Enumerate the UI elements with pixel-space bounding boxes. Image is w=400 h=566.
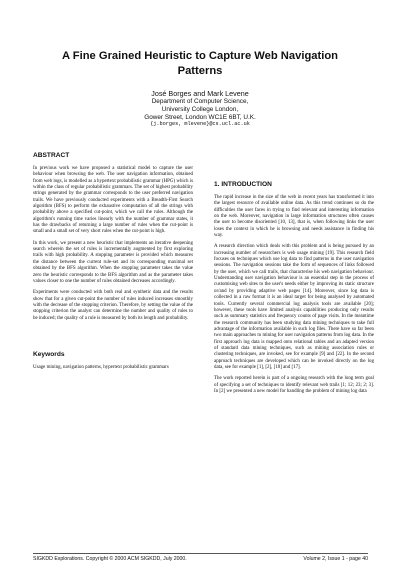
abstract-paragraph-2: In this work, we present a new heuristic that implements an iterative deepening search wherein the set of rules is incrementally augmented by first exploring trails with high probability. A stopping parameter is provided which measures the distance between the current rule-set and its corresponding maximal set obtained by the BFS algorithm. When the stopping parameter takes the value zero the heuristic corresponds to the BFS algorithm and as the parameter takes values closer to one the number of rules obtained decreases accordingly. — [33, 240, 193, 284]
abstract-heading: ABSTRACT — [33, 152, 70, 159]
abstract-paragraph-1: In previous work we have proposed a statistical model to capture the user behaviour when browsing the web. The user navigation information, obtained from web logs, is modelled as a hypertext probabilistic grammar (HPG) which is within the class of regular probabilistic grammars. The set of highest probability strings generated by the grammar corresponds to the user preferred navigation trails. We have previously conducted experiments with a Breadth-First Search algorithm (BFS) to perform the exhaustive computation of all the strings with probability above a specified cut-point, which we call the rules. Although the algorithm's running time varies linearly with the number of grammar states, it has the drawbacks of returning a large number of rules when the cut-point is small and a small set of very short rules when the cut-point is high. — [33, 166, 193, 235]
title-line-1: A Fine Grained Heuristic to Capture Web Navigation — [62, 50, 338, 62]
department: Department of Computer Science, — [151, 98, 249, 105]
intro-paragraph-1: The rapid increase in the size of the web in recent years has transformed it into the largest resource of available online data. As this trend continues so do the difficulties the user faces in trying to find relevant and interesting information on the web. Moreover, navigation in large information structures often causes the user to become disoriented [10, 13], that is, when following links the user loses the context in which he is browsing and needs assistance in finding his way. — [214, 195, 374, 239]
author-block — [60, 89, 340, 129]
author-email[interactable]: {j.borges, mlevene}@cs.ucl.ac.uk — [150, 121, 250, 128]
footer-page-info: Volume 2, Issue 1 - page 40 — [303, 556, 368, 562]
author-names: José Borges and Mark Levene — [151, 89, 249, 98]
intro-paragraph-3: The work reported herein is part of a ongoing research with the long term goal of specifying a set of techniques to identify relevant web trails [1; 12; 23; 2; 3]. In [2] we presented a new model for handling the problem of mining log data — [214, 376, 374, 394]
right-column — [214, 152, 374, 400]
address: Gower Street, London WC1E 6BT, U.K. — [144, 113, 256, 121]
paper-title — [30, 49, 370, 78]
intro-paragraph-2: A research direction which deals with this problem and is being pursued by an increasing number of researchers is web usage mining [19]. This research field focuses on techniques which use log data to find patterns in the user navigation sessions. The navigation sessions take the form of sequences of links followed by the user, which we call trails, that characterise his web navigation behaviour. Understanding user navigation behaviour is an essential step in the process of customising web sites to the user's needs either by improving its static structure or/and by providing adaptive web pages [14]. Moreover, since log data is collected in a raw format it is an ideal target for being analysed by automated tools. Currently several commercial log analysis tools are available [20]; however, these tools have limited analysis capabilities producing only results such as summary statistics and frequency counts of page visits. In the meantime the research community has been studying data mining techniques to take full advantage of the information available in such log files. There have so far been two main approaches to mining for user navigation patterns from log data. In the first approach log data is mapped onto relational tables and an adapted version of standard data mining techniques, such as mining association rules or clustering techniques, are invoked, see for example [9] and [22]. In the second approach techniques are developed which can be invoked directly on the log data, see for example [1], [2], [18] and [17]. — [214, 244, 374, 370]
introduction-heading: 1. INTRODUCTION — [214, 181, 272, 188]
footer-copyright: SIGKDD Explorations. Copyright © 2000 ACM SIGKDD, July 2000. — [33, 556, 187, 562]
university: University College London, — [161, 105, 239, 113]
title-line-2: Patterns — [177, 64, 223, 77]
page-footer — [33, 553, 368, 562]
abstract-paragraph-3: Experiments were conducted with both real and synthetic data and the results show that for a given cut-point the number of rules induced increases smoothly with the decrease of the stopping criterion. Therefore, by setting the value of the stopping criterion the analyst can determine the number and quality of rules to be induced; the quality of a rule is measured by both its length and probability. — [33, 290, 193, 321]
footer-rule — [33, 553, 368, 554]
keywords-heading: Keywords — [33, 350, 65, 358]
keywords-text: Usage mining, navigation patterns, hypertext probabilistic grammars — [33, 364, 169, 370]
left-column — [33, 152, 193, 376]
